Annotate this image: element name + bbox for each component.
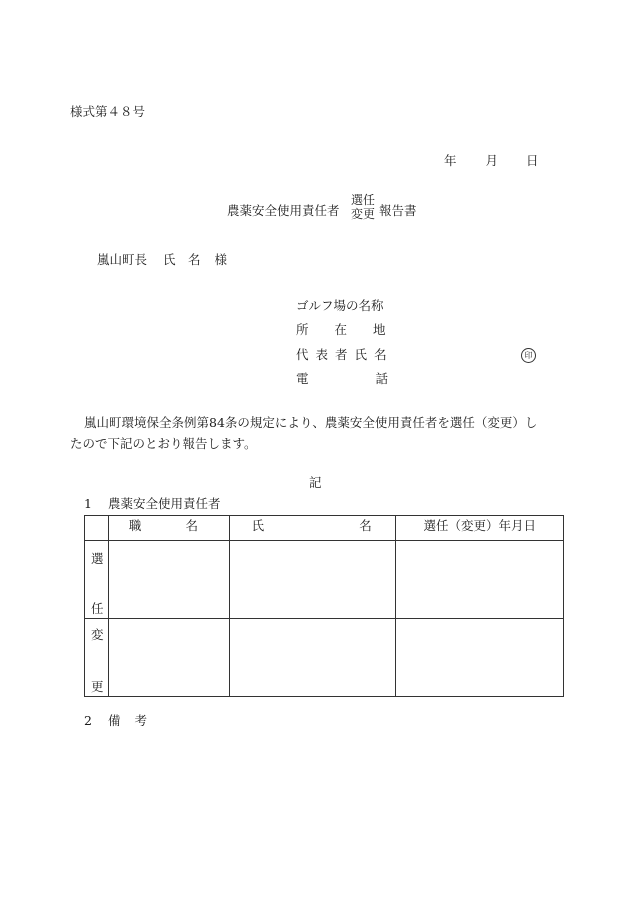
addressee-office: 嵐山町長 [97, 252, 148, 267]
date-value-cell[interactable] [396, 541, 564, 619]
header-name-char: 名 [359, 518, 372, 533]
addressee-name: 氏 名 [163, 252, 201, 267]
address-char: 地 [373, 322, 386, 337]
position-value-cell[interactable] [108, 541, 229, 619]
body-text-line-1: 嵐山町環境保全条例第84条の規定により、農薬安全使用責任者を選任（変更）し [84, 415, 538, 430]
responsible-person-table [84, 515, 564, 697]
header-date-label: 選任（変更）年月日 [423, 518, 536, 533]
header-corner-cell [85, 516, 109, 541]
representative-char: 表 [315, 347, 329, 362]
section-1-heading [84, 494, 220, 512]
section-1-number: 1 [84, 496, 92, 511]
row-label-char: 変 [91, 627, 104, 642]
table-row [85, 541, 564, 619]
date-day: 日 [526, 153, 539, 168]
header-position-char: 名 [185, 518, 198, 533]
table-header-row [85, 516, 564, 541]
address-char: 在 [334, 322, 348, 337]
representative-label [296, 345, 387, 363]
header-date-cell [396, 516, 564, 541]
body-text-line-2: たので下記のとおり報告します。 [70, 436, 257, 451]
representative-char: 氏 [354, 347, 368, 362]
row-label-char: 選 [91, 551, 104, 566]
date-line [444, 151, 539, 169]
row-label-char: 更 [91, 679, 104, 694]
representative-char: 名 [374, 347, 387, 362]
title-stacked-top: 選任 [351, 193, 376, 207]
header-name-char: 氏 [251, 518, 265, 533]
section-2-char: 備 [107, 713, 121, 728]
ki-heading: 記 [309, 475, 322, 490]
phone-label [296, 369, 388, 387]
name-value-cell[interactable] [229, 541, 396, 619]
section-2-heading [84, 711, 147, 729]
section-2-char: 考 [134, 713, 147, 728]
table-row [85, 619, 564, 697]
representative-char: 者 [335, 347, 348, 362]
row-label-change [85, 619, 109, 697]
seal-mark [521, 346, 536, 363]
addressee-honorific: 様 [214, 252, 228, 267]
address-char: 所 [296, 322, 309, 337]
title-prefix: 農薬安全使用責任者 [227, 203, 340, 218]
section-1-label: 農薬安全使用責任者 [107, 496, 221, 511]
header-position-char: 職 [128, 518, 142, 533]
seal-stamp-icon: 印 [521, 348, 536, 363]
representative-char: 代 [296, 347, 309, 362]
date-value-cell[interactable] [396, 619, 564, 697]
title-stacked-bottom: 変更 [351, 207, 376, 221]
name-value-cell[interactable] [229, 619, 396, 697]
date-month: 月 [485, 153, 499, 168]
row-label-char: 任 [91, 601, 104, 616]
header-name-cell [229, 516, 396, 541]
form-number: 様式第４８号 [70, 104, 146, 119]
row-label-appointment [85, 541, 109, 619]
golf-course-name-label: ゴルフ場の名称 [296, 298, 384, 313]
position-value-cell[interactable] [108, 619, 229, 697]
section-2-number: 2 [84, 713, 92, 728]
phone-char: 電 [296, 371, 309, 386]
phone-char: 話 [375, 371, 389, 386]
date-year: 年 [444, 153, 457, 168]
title-suffix: 報告書 [379, 203, 417, 218]
header-position-cell [108, 516, 229, 541]
address-label [296, 320, 386, 338]
addressee [97, 250, 227, 268]
